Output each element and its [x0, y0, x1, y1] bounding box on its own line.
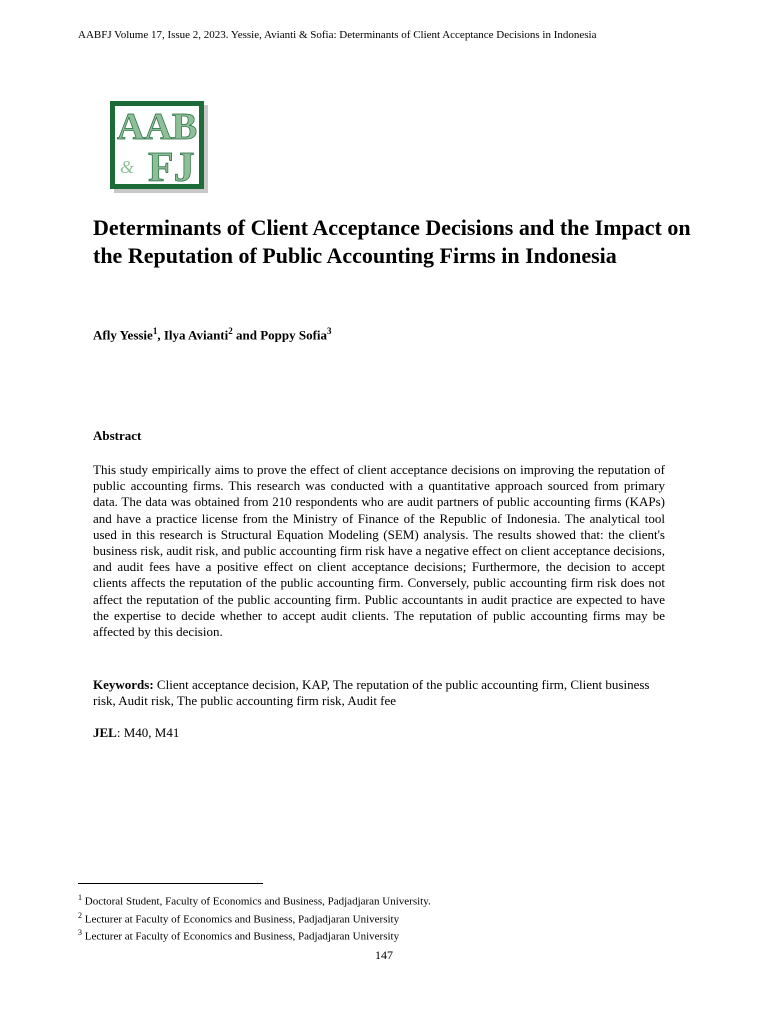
author-separator: and — [232, 327, 261, 343]
footnote-mark: 2 — [78, 910, 82, 920]
jel-codes — [93, 725, 179, 741]
footnote-mark: 1 — [78, 893, 82, 902]
keywords — [93, 677, 665, 709]
footnote-mark: 3 — [78, 928, 82, 938]
author-footnote-mark: 3 — [327, 326, 332, 336]
keywords-text: Client acceptance decision, KAP, The reputation of the public accounting firm, Client business risk, Audit risk, The public accounting firm risk, Audit fee — [93, 677, 650, 709]
jel-text: : M40, M41 — [116, 725, 180, 740]
footnote-divider — [78, 883, 263, 884]
author-name: Poppy Sofia — [260, 327, 328, 343]
footnote — [78, 926, 431, 944]
author-separator: , — [157, 327, 164, 343]
aabfj-logo-icon — [110, 101, 208, 193]
author-footnote-mark: 1 — [152, 326, 158, 336]
journal-logo — [110, 101, 208, 193]
abstract-heading: Abstract — [93, 428, 142, 443]
running-head: AABFJ Volume 17, Issue 2, 2023. Yessie, Avianti & Sofia: Determinants of Client Acceptance Decisions in Indonesia — [78, 29, 597, 41]
footnote-text: Lecturer at Faculty of Economics and Business, Padjadjaran University — [82, 930, 400, 943]
author-name: Afly Yessie — [93, 327, 153, 343]
footnotes — [78, 891, 431, 944]
footnote — [78, 909, 431, 927]
footnote-text: Lecturer at Faculty of Economics and Business, Padjadjaran University — [82, 913, 400, 926]
keywords-label: Keywords: — [93, 677, 154, 692]
abstract-text: This study empirically aims to prove the effect of client acceptance decisions on improving the reputation of public accounting firms. This research was conducted with a quantitative approach sourced from primary data. The data was obtained from 210 respondents who are audit partners of public accounting firms (KAPs) and have a practice license from the Ministry of Finance of the Republic of Indonesia. The analytical tool used in this research is Structural Equation Modeling (SEM) analysis. The results showed that: the client's business risk, audit risk, and public accounting firm risk have a negative effect on client acceptance decisions, and audit fees have a positive effect on client acceptance decisions; Furthermore, the decision to accept clients affects the reputation of the public accounting firm. Conversely, public accounting firm risk does not affect the reputation of the public accounting firm. Public accountants in audit practice are expected to have the expertise to decide whether to accept audit clients. The reputation of public accounting firms may be affected by this decision. — [93, 462, 665, 640]
author-name: Ilya Avianti — [163, 327, 229, 343]
footnote-text: Doctoral Student, Faculty of Economics and Business, Padjadjaran University. — [82, 895, 431, 908]
logo-text-bottom: FJ — [148, 145, 195, 191]
paper-title: Determinants of Client Acceptance Decisions and the Impact on the Reputation of Public Accounting Firms in Indonesia — [93, 215, 691, 268]
author-list — [93, 326, 332, 343]
logo-ampersand: & — [120, 157, 135, 177]
logo-text-top: AAB — [117, 106, 198, 148]
page-number: 147 — [375, 948, 393, 962]
author-footnote-mark: 2 — [228, 326, 233, 336]
footnote — [78, 891, 431, 909]
jel-label: JEL — [93, 725, 117, 740]
